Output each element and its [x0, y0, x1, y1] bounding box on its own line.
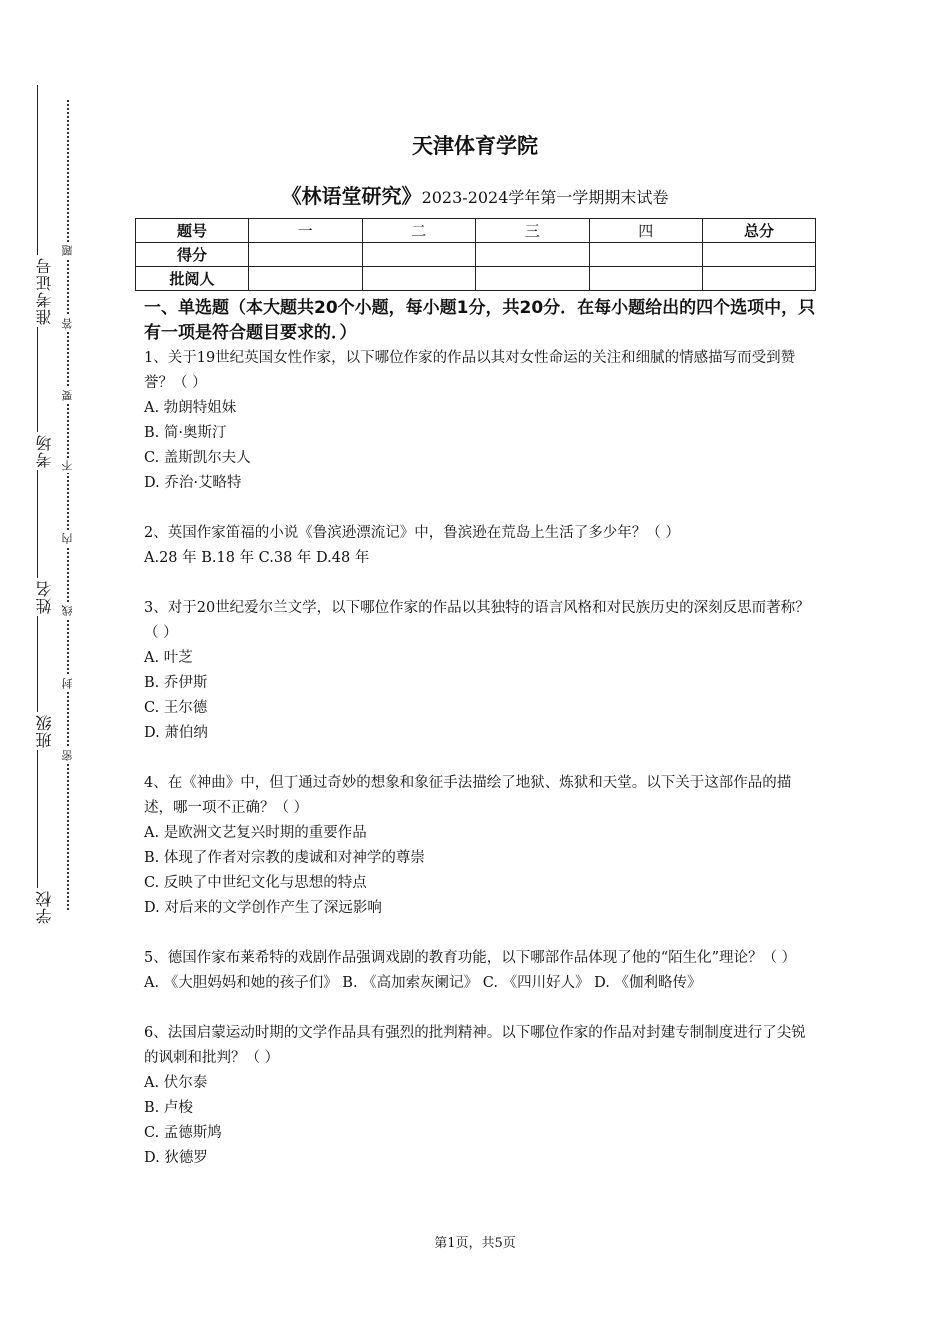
question-option: A.28 年 B.18 年 C.38 年 D.48 年	[144, 550, 370, 566]
question-option: A. 叶芝	[144, 650, 193, 666]
seal-char: 密	[61, 750, 74, 761]
field-exam-room-label: 考场	[35, 434, 54, 468]
score-cell[interactable]	[249, 243, 363, 267]
score-cell[interactable]	[476, 267, 590, 291]
question-option: B. 简·奥斯汀	[144, 425, 227, 441]
score-col-header: 题号	[136, 219, 249, 243]
question-option: A. 勃朗特姐妹	[144, 400, 237, 416]
score-table-row	[136, 267, 816, 291]
question-option: C. 反映了中世纪文化与思想的特点	[144, 875, 367, 891]
question-option: B. 乔伊斯	[144, 675, 208, 691]
question-stem: 4、在《神曲》中，但丁通过奇妙的想象和象征手法描绘了地狱、炼狱和天堂。以下关于这部作品的描述，哪一项不正确？（ ）	[144, 775, 792, 816]
field-class-label: 班级	[35, 714, 54, 748]
seal-dotted-line	[67, 100, 69, 910]
question-stem: 6、法国启蒙运动时期的文学作品具有强烈的批判精神。以下哪位作家的作品对封建专制制度进行了尖锐的讽刺和批判？（ ）	[144, 1025, 806, 1066]
question-stem: 5、德国作家布莱希特的戏剧作品强调戏剧的教育功能，以下哪部作品体现了他的“陌生化”理论？（ ）	[144, 950, 797, 966]
course-name: 《林语堂研究》	[281, 184, 422, 208]
score-col-header: 三	[476, 219, 590, 243]
question-option: C. 王尔德	[144, 700, 208, 716]
score-cell[interactable]	[589, 267, 703, 291]
question-stem: 1、关于19世纪英国女性作家，以下哪位作家的作品以其对女性命运的关注和细腻的情感描写而受到赞誉？（ ）	[144, 350, 796, 391]
score-table-row	[136, 243, 816, 267]
question-option: A. 伏尔泰	[144, 1075, 208, 1091]
question-option: D. 乔治·艾略特	[144, 475, 242, 491]
question-stem: 3、对于20世纪爱尔兰文学，以下哪位作家的作品以其独特的语言风格和对民族历史的深刻反思而著称？（ ）	[144, 600, 810, 641]
field-name-label: 姓名	[35, 580, 54, 614]
question	[144, 596, 816, 746]
score-row-header: 批阅人	[136, 267, 249, 291]
score-table-header-row	[136, 219, 816, 243]
score-cell[interactable]	[703, 243, 816, 267]
score-col-header: 二	[362, 219, 476, 243]
seal-char: 封	[61, 678, 74, 689]
question-list	[144, 346, 816, 1196]
score-cell[interactable]	[249, 267, 363, 291]
question	[144, 1021, 816, 1171]
score-cell[interactable]	[589, 243, 703, 267]
question-option: D. 萧伯纳	[144, 725, 208, 741]
seal-char: 答	[61, 318, 74, 329]
question-option: B. 卢梭	[144, 1100, 193, 1116]
exam-term: 2023-2024学年第一学期期末试卷	[421, 188, 669, 207]
question	[144, 521, 816, 571]
question-option: C. 孟德斯鸠	[144, 1125, 222, 1141]
score-col-header: 一	[249, 219, 363, 243]
question-option: A. 《大胆妈妈和她的孩子们》 B. 《高加索灰阑记》 C. 《四川好人》 D. 《伽利略传》	[144, 975, 702, 991]
question-option: D. 对后来的文学创作产生了深远影响	[144, 900, 382, 916]
question	[144, 946, 816, 996]
score-cell[interactable]	[476, 243, 590, 267]
page-footer: 第1页，共5页	[434, 1236, 516, 1251]
seal-char: 线	[61, 605, 74, 616]
seal-char: 内	[61, 533, 74, 544]
question-option: D. 狄德罗	[144, 1150, 208, 1166]
seal-char: 不	[61, 460, 74, 471]
score-cell[interactable]	[703, 267, 816, 291]
field-exam-number-label: 准考证号	[35, 257, 54, 325]
question-option: A. 是欧洲文艺复兴时期的重要作品	[144, 825, 367, 841]
page-title: 天津体育学院	[412, 134, 538, 158]
exam-subtitle	[0, 180, 950, 209]
score-col-header: 总分	[703, 219, 816, 243]
score-cell[interactable]	[362, 267, 476, 291]
score-col-header: 四	[589, 219, 703, 243]
score-cell[interactable]	[362, 243, 476, 267]
seal-char: 要	[61, 390, 74, 401]
section-heading: 一、单选题（本大题共20个小题，每小题1分，共20分．在每小题给出的四个选项中，只有一项是符合题目要求的．）	[144, 298, 816, 343]
field-school-label: 学校	[35, 890, 54, 924]
question	[144, 771, 816, 921]
binding-solid-line	[37, 85, 38, 925]
question	[144, 346, 816, 496]
question-stem: 2、英国作家笛福的小说《鲁滨逊漂流记》中，鲁滨逊在荒岛上生活了多少年？（ ）	[144, 525, 680, 541]
question-option: B. 体现了作者对宗教的虔诚和对神学的尊崇	[144, 850, 425, 866]
score-table	[135, 218, 816, 291]
question-option: C. 盖斯凯尔夫人	[144, 450, 251, 466]
seal-char: 题	[61, 245, 74, 256]
score-row-header: 得分	[136, 243, 249, 267]
